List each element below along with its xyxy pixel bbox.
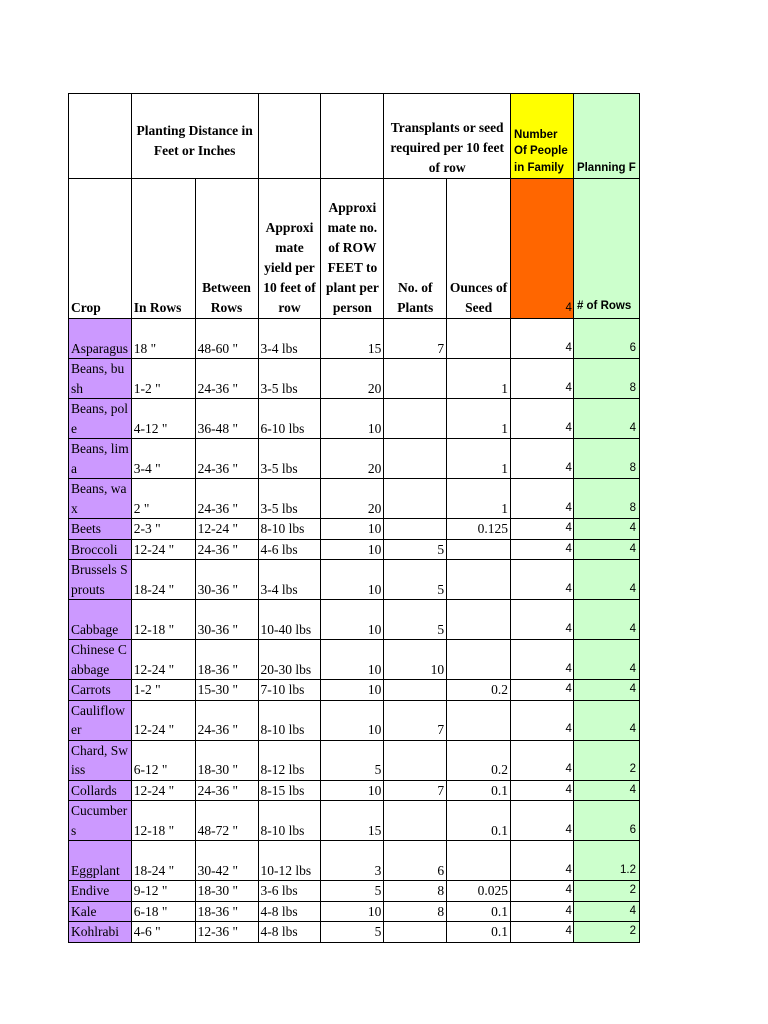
plants-cell: 7 bbox=[384, 700, 447, 740]
row-feet-cell: 10 bbox=[321, 700, 384, 740]
in-rows-cell: 12-18 " bbox=[131, 600, 195, 640]
row-feet-cell: 20 bbox=[321, 479, 384, 519]
plants-cell: 7 bbox=[384, 780, 447, 801]
table-row bbox=[69, 399, 640, 439]
crop-cell: Beans, bush bbox=[69, 359, 132, 399]
in-rows-cell: 3-4 " bbox=[131, 439, 195, 479]
row-feet-cell: 10 bbox=[321, 539, 384, 560]
yield-cell: 6-10 lbs bbox=[258, 399, 321, 439]
in-rows-cell: 12-24 " bbox=[131, 640, 195, 680]
row-feet-cell: 5 bbox=[321, 922, 384, 943]
ounces-cell bbox=[447, 319, 511, 359]
family-cell: 4 bbox=[511, 680, 574, 701]
header-in-rows: In Rows bbox=[131, 179, 195, 319]
yield-cell: 3-5 lbs bbox=[258, 439, 321, 479]
crop-cell: Cabbage bbox=[69, 600, 132, 640]
num-rows-cell: 4 bbox=[573, 600, 639, 640]
plants-cell bbox=[384, 801, 447, 841]
table-row bbox=[69, 680, 640, 701]
yield-cell: 8-12 lbs bbox=[258, 740, 321, 780]
plants-cell bbox=[384, 479, 447, 519]
family-cell: 4 bbox=[511, 700, 574, 740]
num-rows-cell: 2 bbox=[573, 922, 639, 943]
between-rows-cell: 18-36 " bbox=[195, 640, 258, 680]
plants-cell: 7 bbox=[384, 319, 447, 359]
family-cell: 4 bbox=[511, 901, 574, 922]
in-rows-cell: 4-6 " bbox=[131, 922, 195, 943]
num-rows-cell: 6 bbox=[573, 801, 639, 841]
ounces-cell bbox=[447, 600, 511, 640]
spreadsheet bbox=[68, 93, 640, 943]
num-rows-cell: 4 bbox=[573, 780, 639, 801]
in-rows-cell: 6-12 " bbox=[131, 740, 195, 780]
crop-cell: Broccoli bbox=[69, 539, 132, 560]
num-rows-cell: 8 bbox=[573, 359, 639, 399]
ounces-cell: 0.1 bbox=[447, 780, 511, 801]
family-cell: 4 bbox=[511, 881, 574, 902]
in-rows-cell: 2-3 " bbox=[131, 519, 195, 540]
between-rows-cell: 24-36 " bbox=[195, 780, 258, 801]
plants-cell: 8 bbox=[384, 901, 447, 922]
family-cell: 4 bbox=[511, 519, 574, 540]
ounces-cell bbox=[447, 841, 511, 881]
crop-cell: Collards bbox=[69, 780, 132, 801]
num-rows-cell: 8 bbox=[573, 439, 639, 479]
crop-cell: Kale bbox=[69, 901, 132, 922]
between-rows-cell: 15-30 " bbox=[195, 680, 258, 701]
yield-cell: 8-10 lbs bbox=[258, 519, 321, 540]
num-rows-cell: 4 bbox=[573, 640, 639, 680]
in-rows-cell: 1-2 " bbox=[131, 359, 195, 399]
in-rows-cell: 12-24 " bbox=[131, 780, 195, 801]
yield-cell: 7-10 lbs bbox=[258, 680, 321, 701]
family-cell: 4 bbox=[511, 740, 574, 780]
between-rows-cell: 18-30 " bbox=[195, 881, 258, 902]
row-feet-cell: 10 bbox=[321, 399, 384, 439]
table-row bbox=[69, 439, 640, 479]
yield-cell: 8-10 lbs bbox=[258, 801, 321, 841]
header-yield: Approxi mate yield per 10 feet of row bbox=[258, 179, 321, 319]
ounces-cell: 0.2 bbox=[447, 680, 511, 701]
ounces-cell: 1 bbox=[447, 479, 511, 519]
num-rows-cell: 6 bbox=[573, 319, 639, 359]
num-rows-cell: 8 bbox=[573, 479, 639, 519]
header-num-rows: # of Rows bbox=[573, 179, 639, 319]
yield-cell: 8-10 lbs bbox=[258, 700, 321, 740]
family-cell: 4 bbox=[511, 640, 574, 680]
plants-cell: 5 bbox=[384, 539, 447, 560]
ounces-cell bbox=[447, 640, 511, 680]
row-feet-cell: 15 bbox=[321, 319, 384, 359]
table-row bbox=[69, 922, 640, 943]
yield-cell: 8-15 lbs bbox=[258, 780, 321, 801]
row-feet-cell: 10 bbox=[321, 519, 384, 540]
table-row bbox=[69, 780, 640, 801]
ounces-cell: 0.125 bbox=[447, 519, 511, 540]
header-planting-distance: Planting Distance in Feet or Inches bbox=[131, 94, 258, 179]
row-feet-cell: 15 bbox=[321, 801, 384, 841]
table-row bbox=[69, 519, 640, 540]
family-cell: 4 bbox=[511, 600, 574, 640]
crop-cell: Kohlrabi bbox=[69, 922, 132, 943]
row-feet-cell: 10 bbox=[321, 901, 384, 922]
yield-cell: 4-8 lbs bbox=[258, 922, 321, 943]
table-row bbox=[69, 801, 640, 841]
table-row bbox=[69, 560, 640, 600]
row-feet-cell: 3 bbox=[321, 841, 384, 881]
header-row-feet: Approxi mate no. of ROW FEET to plant per person bbox=[321, 179, 384, 319]
between-rows-cell: 12-36 " bbox=[195, 922, 258, 943]
yield-cell: 4-8 lbs bbox=[258, 901, 321, 922]
table-row bbox=[69, 740, 640, 780]
between-rows-cell: 24-36 " bbox=[195, 700, 258, 740]
ounces-cell: 1 bbox=[447, 439, 511, 479]
planting-table bbox=[68, 93, 640, 943]
crop-cell: Beans, lima bbox=[69, 439, 132, 479]
between-rows-cell: 18-30 " bbox=[195, 740, 258, 780]
row-feet-cell: 5 bbox=[321, 881, 384, 902]
header-ounces: Ounces of Seed bbox=[447, 179, 511, 319]
table-body bbox=[69, 319, 640, 943]
num-rows-cell: 2 bbox=[573, 740, 639, 780]
ounces-cell: 0.2 bbox=[447, 740, 511, 780]
crop-cell: Chinese Cabbage bbox=[69, 640, 132, 680]
row-feet-cell: 10 bbox=[321, 640, 384, 680]
in-rows-cell: 9-12 " bbox=[131, 881, 195, 902]
in-rows-cell: 12-24 " bbox=[131, 539, 195, 560]
plants-cell: 10 bbox=[384, 640, 447, 680]
num-rows-cell: 1.2 bbox=[573, 841, 639, 881]
row-feet-cell: 20 bbox=[321, 359, 384, 399]
header-plants: No. of Plants bbox=[384, 179, 447, 319]
ounces-cell bbox=[447, 700, 511, 740]
table-row bbox=[69, 359, 640, 399]
in-rows-cell: 12-24 " bbox=[131, 700, 195, 740]
ounces-cell bbox=[447, 560, 511, 600]
num-rows-cell: 4 bbox=[573, 700, 639, 740]
family-cell: 4 bbox=[511, 560, 574, 600]
ounces-cell: 1 bbox=[447, 359, 511, 399]
plants-cell bbox=[384, 740, 447, 780]
between-rows-cell: 30-36 " bbox=[195, 600, 258, 640]
crop-cell: Beans, wax bbox=[69, 479, 132, 519]
in-rows-cell: 4-12 " bbox=[131, 399, 195, 439]
crop-cell: Cucumbers bbox=[69, 801, 132, 841]
family-cell: 4 bbox=[511, 780, 574, 801]
family-cell: 4 bbox=[511, 841, 574, 881]
table-row bbox=[69, 319, 640, 359]
between-rows-cell: 12-24 " bbox=[195, 519, 258, 540]
table-row bbox=[69, 700, 640, 740]
between-rows-cell: 30-36 " bbox=[195, 560, 258, 600]
ounces-cell: 0.1 bbox=[447, 801, 511, 841]
plants-cell: 8 bbox=[384, 881, 447, 902]
between-rows-cell: 30-42 " bbox=[195, 841, 258, 881]
num-rows-cell: 4 bbox=[573, 539, 639, 560]
family-cell: 4 bbox=[511, 922, 574, 943]
num-rows-cell: 4 bbox=[573, 560, 639, 600]
yield-cell: 3-5 lbs bbox=[258, 479, 321, 519]
header-number-people: Number Of People in Family bbox=[511, 94, 574, 179]
between-rows-cell: 36-48 " bbox=[195, 399, 258, 439]
header-row-1 bbox=[69, 94, 640, 179]
table-row bbox=[69, 479, 640, 519]
ounces-cell bbox=[447, 539, 511, 560]
crop-cell: Beans, pole bbox=[69, 399, 132, 439]
family-count-input[interactable]: 4 bbox=[511, 179, 574, 319]
header-blank bbox=[321, 94, 384, 179]
crop-cell: Eggplant bbox=[69, 841, 132, 881]
crop-cell: Chard, Swiss bbox=[69, 740, 132, 780]
header-row-2 bbox=[69, 179, 640, 319]
in-rows-cell: 18-24 " bbox=[131, 841, 195, 881]
crop-cell: Beets bbox=[69, 519, 132, 540]
table-row bbox=[69, 841, 640, 881]
between-rows-cell: 24-36 " bbox=[195, 479, 258, 519]
header-blank bbox=[69, 94, 132, 179]
ounces-cell: 1 bbox=[447, 399, 511, 439]
plants-cell bbox=[384, 399, 447, 439]
row-feet-cell: 10 bbox=[321, 780, 384, 801]
crop-cell: Brussels Sprouts bbox=[69, 560, 132, 600]
yield-cell: 3-5 lbs bbox=[258, 359, 321, 399]
yield-cell: 10-40 lbs bbox=[258, 600, 321, 640]
family-cell: 4 bbox=[511, 539, 574, 560]
plants-cell bbox=[384, 359, 447, 399]
family-cell: 4 bbox=[511, 801, 574, 841]
in-rows-cell: 1-2 " bbox=[131, 680, 195, 701]
row-feet-cell: 5 bbox=[321, 740, 384, 780]
ounces-cell: 0.1 bbox=[447, 922, 511, 943]
crop-cell: Carrots bbox=[69, 680, 132, 701]
family-cell: 4 bbox=[511, 359, 574, 399]
table-row bbox=[69, 901, 640, 922]
num-rows-cell: 4 bbox=[573, 901, 639, 922]
plants-cell bbox=[384, 439, 447, 479]
in-rows-cell: 18 " bbox=[131, 319, 195, 359]
in-rows-cell: 12-18 " bbox=[131, 801, 195, 841]
header-blank bbox=[258, 94, 321, 179]
between-rows-cell: 48-72 " bbox=[195, 801, 258, 841]
crop-cell: Asparagus bbox=[69, 319, 132, 359]
num-rows-cell: 4 bbox=[573, 399, 639, 439]
in-rows-cell: 2 " bbox=[131, 479, 195, 519]
row-feet-cell: 20 bbox=[321, 439, 384, 479]
in-rows-cell: 6-18 " bbox=[131, 901, 195, 922]
yield-cell: 10-12 lbs bbox=[258, 841, 321, 881]
header-transplants: Transplants or seed required per 10 feet of row bbox=[384, 94, 511, 179]
table-row bbox=[69, 539, 640, 560]
yield-cell: 3-4 lbs bbox=[258, 319, 321, 359]
family-cell: 4 bbox=[511, 439, 574, 479]
header-crop: Crop bbox=[69, 179, 132, 319]
plants-cell bbox=[384, 519, 447, 540]
family-cell: 4 bbox=[511, 399, 574, 439]
ounces-cell: 0.025 bbox=[447, 881, 511, 902]
family-cell: 4 bbox=[511, 479, 574, 519]
between-rows-cell: 24-36 " bbox=[195, 359, 258, 399]
row-feet-cell: 10 bbox=[321, 600, 384, 640]
yield-cell: 20-30 lbs bbox=[258, 640, 321, 680]
yield-cell: 4-6 lbs bbox=[258, 539, 321, 560]
table-row bbox=[69, 640, 640, 680]
plants-cell bbox=[384, 680, 447, 701]
between-rows-cell: 24-36 " bbox=[195, 439, 258, 479]
num-rows-cell: 4 bbox=[573, 519, 639, 540]
crop-cell: Cauliflower bbox=[69, 700, 132, 740]
plants-cell: 5 bbox=[384, 600, 447, 640]
plants-cell: 5 bbox=[384, 560, 447, 600]
in-rows-cell: 18-24 " bbox=[131, 560, 195, 600]
header-planning: Planning F bbox=[573, 94, 639, 179]
table-row bbox=[69, 600, 640, 640]
plants-cell: 6 bbox=[384, 841, 447, 881]
between-rows-cell: 18-36 " bbox=[195, 901, 258, 922]
family-cell: 4 bbox=[511, 319, 574, 359]
row-feet-cell: 10 bbox=[321, 680, 384, 701]
crop-cell: Endive bbox=[69, 881, 132, 902]
ounces-cell: 0.1 bbox=[447, 901, 511, 922]
between-rows-cell: 48-60 " bbox=[195, 319, 258, 359]
plants-cell bbox=[384, 922, 447, 943]
yield-cell: 3-6 lbs bbox=[258, 881, 321, 902]
between-rows-cell: 24-36 " bbox=[195, 539, 258, 560]
row-feet-cell: 10 bbox=[321, 560, 384, 600]
num-rows-cell: 4 bbox=[573, 680, 639, 701]
yield-cell: 3-4 lbs bbox=[258, 560, 321, 600]
num-rows-cell: 2 bbox=[573, 881, 639, 902]
table-row bbox=[69, 881, 640, 902]
header-between-rows: Between Rows bbox=[195, 179, 258, 319]
